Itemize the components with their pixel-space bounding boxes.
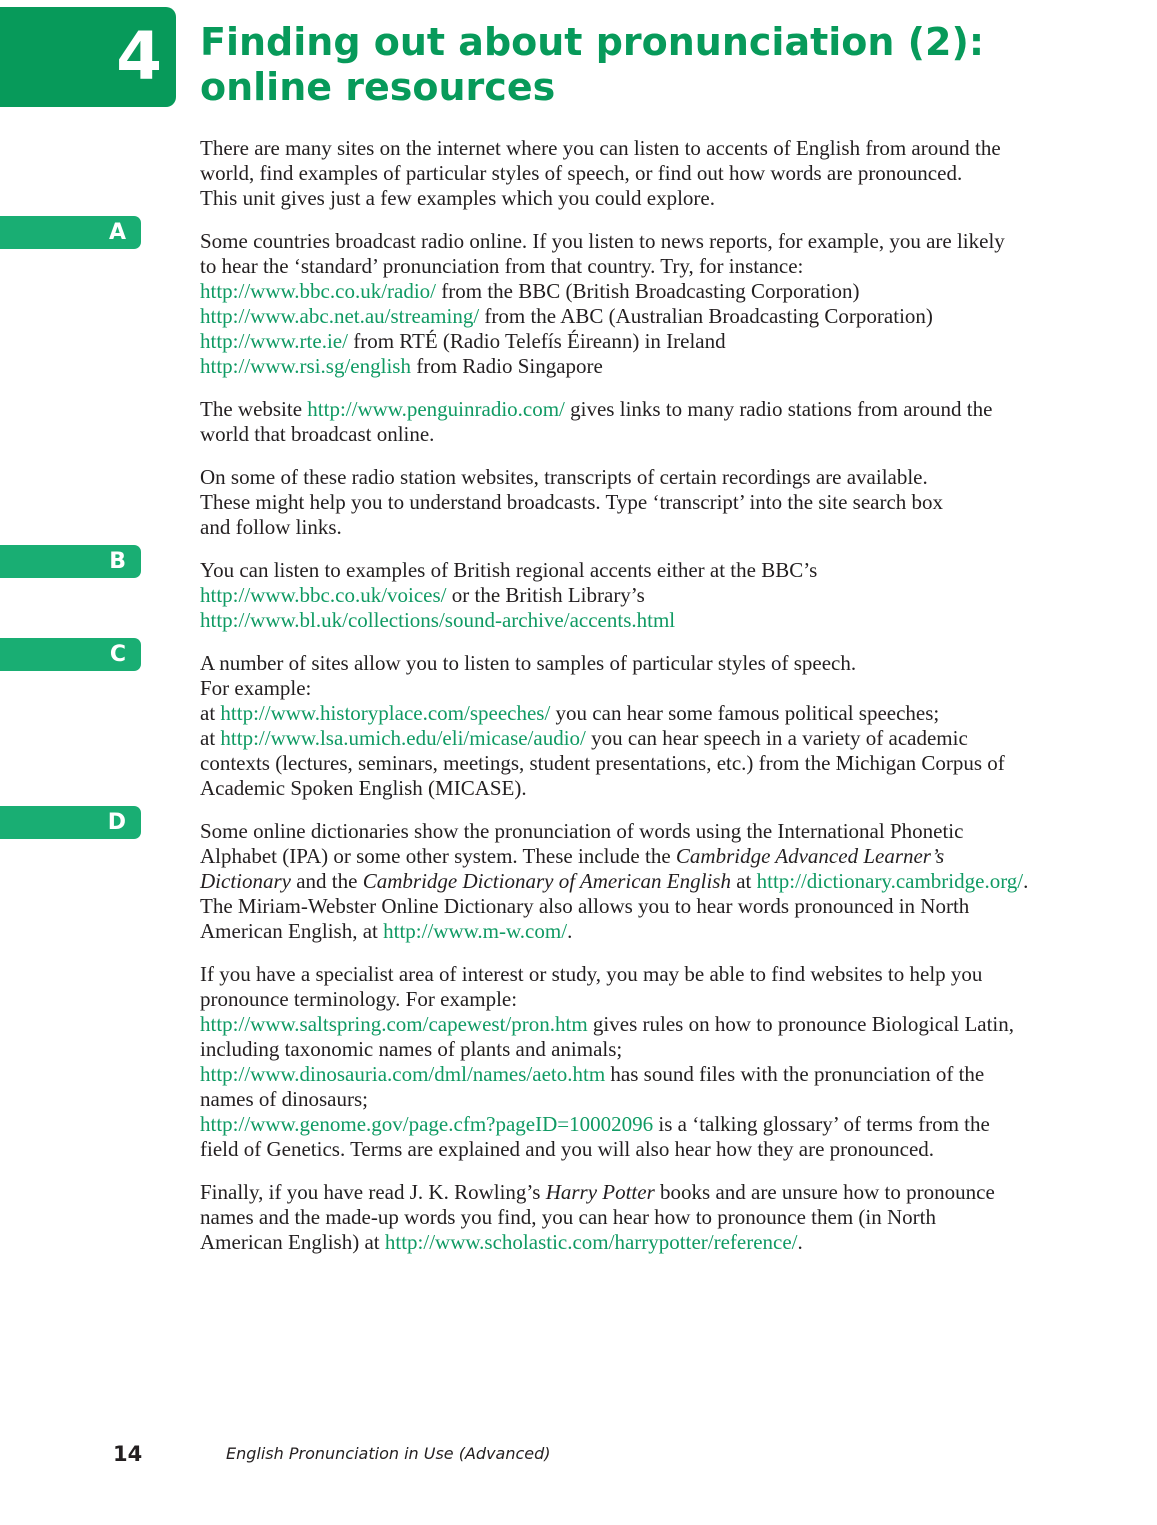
text-line bbox=[200, 1230, 1060, 1255]
title-line-2: online resources bbox=[200, 65, 556, 109]
text-line bbox=[200, 1180, 1060, 1205]
text-line bbox=[200, 1012, 1060, 1037]
text-fragment: . bbox=[797, 1230, 803, 1254]
text-line bbox=[200, 279, 1060, 304]
intro-line: There are many sites on the internet where you can listen to accents of English from around the bbox=[200, 136, 1001, 160]
link-description: you can hear speech in a variety of academic bbox=[585, 726, 968, 750]
text-fragment: . bbox=[567, 919, 573, 943]
merriam-webster-link[interactable]: http://www.m-w.com/ bbox=[383, 919, 568, 943]
section-d-paragraph-3 bbox=[200, 1180, 1060, 1255]
text-fragment: Finally, if you have read J. K. Rowling’s bbox=[200, 1180, 546, 1204]
text-line bbox=[200, 701, 1060, 726]
section-tab-a: A bbox=[0, 216, 141, 249]
text-line: The Miriam-Webster Online Dictionary also allows you to hear words pronounced in North bbox=[200, 894, 970, 918]
link-description: you can hear some famous political speeches; bbox=[550, 701, 940, 725]
text-line: and follow links. bbox=[200, 515, 342, 539]
dinosauria-link[interactable]: http://www.dinosauria.com/dml/names/aeto.htm bbox=[200, 1062, 606, 1086]
text-fragment: The website bbox=[200, 397, 308, 421]
link-description: from the ABC (Australian Broadcasting Corporation) bbox=[479, 304, 933, 328]
page-number: 14 bbox=[113, 1442, 143, 1466]
section-d bbox=[107, 810, 1060, 1255]
text-line: These might help you to understand broadcasts. Type ‘transcript’ into the site search box bbox=[200, 490, 944, 514]
text-fragment: at bbox=[200, 726, 221, 750]
text-line: If you have a specialist area of interest or study, you may be able to find websites to help you bbox=[200, 962, 983, 986]
text-line bbox=[200, 583, 1060, 608]
text-fragment: and the bbox=[290, 869, 363, 893]
text-line: Academic Spoken English (MICASE). bbox=[200, 776, 527, 800]
text-fragment: books and are unsure how to pronounce bbox=[654, 1180, 995, 1204]
text-line bbox=[200, 1062, 1060, 1087]
historyplace-link[interactable]: http://www.historyplace.com/speeches/ bbox=[220, 701, 551, 725]
bbc-voices-link[interactable]: http://www.bbc.co.uk/voices/ bbox=[200, 583, 447, 607]
micase-link[interactable]: http://www.lsa.umich.edu/eli/micase/audio/ bbox=[220, 726, 586, 750]
page-title bbox=[200, 20, 984, 110]
book-title-italic: Cambridge Advanced Learner’s bbox=[675, 844, 945, 868]
link-description: is a ‘talking glossary’ of terms from the bbox=[653, 1112, 990, 1136]
section-tab-b: B bbox=[0, 545, 141, 578]
text-line bbox=[200, 397, 1060, 422]
link-description: gives rules on how to pronounce Biological Latin, bbox=[587, 1012, 1015, 1036]
text-fragment: . bbox=[1023, 869, 1029, 893]
text-line bbox=[200, 844, 1060, 869]
text-fragment: American English) at bbox=[200, 1230, 385, 1254]
text-fragment: at bbox=[730, 869, 757, 893]
saltspring-link[interactable]: http://www.saltspring.com/capewest/pron.htm bbox=[200, 1012, 588, 1036]
text-fragment: gives links to many radio stations from around the bbox=[564, 397, 993, 421]
section-b bbox=[109, 549, 1060, 633]
section-a bbox=[108, 220, 1060, 540]
text-line: pronounce terminology. For example: bbox=[200, 987, 518, 1011]
section-d-paragraph-2 bbox=[200, 962, 1060, 1162]
text-line bbox=[200, 869, 1060, 894]
text-line: A number of sites allow you to listen to samples of particular styles of speech. bbox=[200, 651, 857, 675]
text-line bbox=[200, 1112, 1060, 1137]
title-line-1: Finding out about pronunciation (2): bbox=[200, 20, 985, 64]
book-title-italic: Cambridge Dictionary of American English bbox=[362, 869, 731, 893]
unit-number-badge: 4 bbox=[0, 7, 176, 107]
text-line bbox=[200, 608, 1060, 633]
rsi-link[interactable]: http://www.rsi.sg/english bbox=[200, 354, 411, 378]
scholastic-link[interactable]: http://www.scholastic.com/harrypotter/reference/ bbox=[384, 1230, 798, 1254]
section-b-paragraph bbox=[200, 558, 1060, 633]
text-line: On some of these radio station websites, transcripts of certain recordings are available. bbox=[200, 465, 928, 489]
section-c-paragraph bbox=[200, 651, 1060, 801]
text-fragment: American English, at bbox=[200, 919, 384, 943]
text-line: field of Genetics. Terms are explained and you will also hear how they are pronounced. bbox=[200, 1137, 935, 1161]
text-line: world that broadcast online. bbox=[200, 422, 435, 446]
text-line bbox=[200, 726, 1060, 751]
bl-accents-link[interactable]: http://www.bl.uk/collections/sound-archive/accents.html bbox=[200, 608, 676, 632]
link-description: from Radio Singapore bbox=[410, 354, 603, 378]
text-line: names of dinosaurs; bbox=[200, 1087, 368, 1111]
section-d-paragraph-1 bbox=[200, 819, 1060, 944]
text-line: including taxonomic names of plants and animals; bbox=[200, 1037, 623, 1061]
content bbox=[107, 136, 1060, 1273]
cambridge-dictionary-link[interactable]: http://dictionary.cambridge.org/ bbox=[756, 869, 1024, 893]
section-tab-c: C bbox=[0, 638, 141, 671]
section-a-paragraph-2 bbox=[200, 397, 1060, 447]
text-fragment: Alphabet (IPA) or some other system. These include the bbox=[200, 844, 676, 868]
intro-line: world, find examples of particular styles of speech, or find out how words are pronounced. bbox=[200, 161, 963, 185]
link-description: from RTÉ (Radio Telefís Éireann) in Ireland bbox=[347, 329, 726, 353]
text-line: Some countries broadcast radio online. If you listen to news reports, for example, you are likely bbox=[200, 229, 1005, 253]
book-title-italic: Dictionary bbox=[200, 869, 291, 893]
text-line: Some online dictionaries show the pronunciation of words using the International Phonetic bbox=[200, 819, 964, 843]
intro-line: This unit gives just a few examples which you could explore. bbox=[200, 186, 715, 210]
text-line: For example: bbox=[200, 676, 312, 700]
link-description: has sound files with the pronunciation of the bbox=[605, 1062, 985, 1086]
text-line: names and the made-up words you find, you can hear how to pronounce them (in North bbox=[200, 1205, 936, 1229]
abc-streaming-link[interactable]: http://www.abc.net.au/streaming/ bbox=[200, 304, 480, 328]
section-tab-d: D bbox=[0, 806, 141, 839]
book-title-italic: Harry Potter bbox=[545, 1180, 655, 1204]
section-c bbox=[109, 642, 1060, 801]
penguinradio-link[interactable]: http://www.penguinradio.com/ bbox=[307, 397, 565, 421]
link-description: or the British Library’s bbox=[446, 583, 645, 607]
text-fragment: at bbox=[200, 701, 221, 725]
text-line: to hear the ‘standard’ pronunciation from that country. Try, for instance: bbox=[200, 254, 804, 278]
bbc-radio-link[interactable]: http://www.bbc.co.uk/radio/ bbox=[200, 279, 437, 303]
text-line bbox=[200, 329, 1060, 354]
section-a-paragraph-3 bbox=[200, 465, 1060, 540]
rte-link[interactable]: http://www.rte.ie/ bbox=[200, 329, 348, 353]
text-line bbox=[200, 354, 1060, 379]
book-title: English Pronunciation in Use (Advanced) bbox=[226, 1444, 551, 1463]
text-line: contexts (lectures, seminars, meetings, student presentations, etc.) from the Michigan Corpus of bbox=[200, 751, 1005, 775]
text-line: You can listen to examples of British regional accents either at the BBC’s bbox=[200, 558, 818, 582]
intro-paragraph bbox=[200, 136, 1060, 211]
section-a-paragraph-1 bbox=[200, 229, 1060, 379]
text-line bbox=[200, 304, 1060, 329]
link-description: from the BBC (British Broadcasting Corporation) bbox=[436, 279, 860, 303]
text-line bbox=[200, 919, 1060, 944]
genome-link[interactable]: http://www.genome.gov/page.cfm?pageID=10002096 bbox=[200, 1112, 654, 1136]
